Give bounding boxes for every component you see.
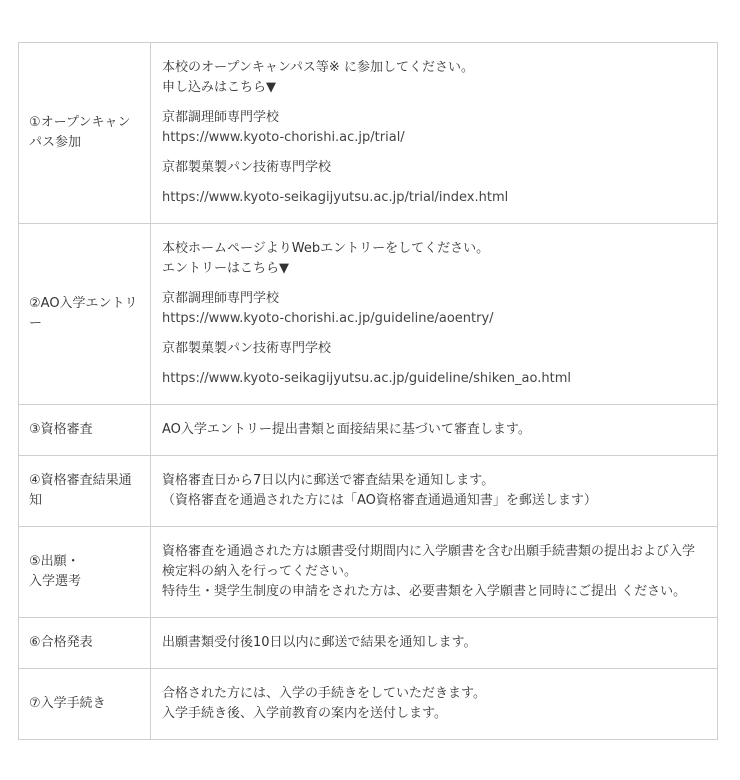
step-title: ③資格審査: [29, 422, 93, 437]
step-title: ②AO入学エントリー: [29, 296, 138, 331]
table-row: [19, 405, 718, 456]
school-link[interactable]: https://www.kyoto-seikagijyutsu.ac.jp/trial/index.html: [162, 190, 509, 205]
step-title: ⑤出願・: [29, 554, 80, 569]
step-detail-cell: [151, 669, 718, 740]
step-text: 申し込みはこちら▼: [162, 80, 276, 95]
table-row: [19, 456, 718, 527]
step-title-cell: [19, 618, 151, 669]
step-title-cell: [19, 456, 151, 527]
table-row: [19, 527, 718, 618]
step-text: AO入学エントリー提出書類と面接結果に基づいて審査します。: [162, 422, 531, 437]
step-title-cell: [19, 224, 151, 405]
school-link[interactable]: https://www.kyoto-chorishi.ac.jp/guideline/aoentry/: [162, 311, 494, 326]
admission-steps-table: [18, 42, 718, 740]
step-text: 合格された方には、入学の手続きをしていただきます。: [162, 686, 486, 701]
step-detail-cell: [151, 43, 718, 224]
school-name: 京都製菓製パン技術専門学校: [162, 341, 332, 356]
table-row: [19, 43, 718, 224]
step-detail-cell: [151, 405, 718, 456]
step-title: 入学選考: [29, 574, 82, 589]
school-link[interactable]: https://www.kyoto-seikagijyutsu.ac.jp/guideline/shiken_ao.html: [162, 371, 571, 386]
school-name: 京都調理師専門学校: [162, 110, 280, 125]
step-title-cell: [19, 405, 151, 456]
step-detail-cell: [151, 527, 718, 618]
step-title-cell: [19, 669, 151, 740]
table-row: [19, 618, 718, 669]
school-name: 京都調理師専門学校: [162, 291, 280, 306]
step-title: ①オープンキャンパス参加: [29, 115, 131, 150]
step-title: ④資格審査結果通知: [29, 473, 132, 508]
step-title: ⑥合格発表: [29, 635, 93, 650]
table-row: [19, 224, 718, 405]
step-text: エントリーはこちら▼: [162, 261, 289, 276]
step-detail-cell: [151, 618, 718, 669]
step-title-cell: [19, 43, 151, 224]
step-text: （資格審査を通過された方には「AO資格審査通過通知書」を郵送します）: [162, 493, 597, 508]
step-text: 資格審査を通過された方は願書受付期間内に入学願書を含む出願手続書類の提出および入学検定料の納入を行ってください。: [162, 544, 696, 579]
step-detail-cell: [151, 224, 718, 405]
step-title-cell: [19, 527, 151, 618]
step-detail-cell: [151, 456, 718, 527]
school-name: 京都製菓製パン技術専門学校: [162, 160, 332, 175]
admission-steps-section: [18, 42, 718, 740]
step-text: 出願書類受付後10日以内に郵送で結果を通知します。: [162, 635, 477, 650]
table-row: [19, 669, 718, 740]
step-text: 資格審査日から7日以内に郵送で審査結果を通知します。: [162, 473, 495, 488]
school-link[interactable]: https://www.kyoto-chorishi.ac.jp/trial/: [162, 130, 405, 145]
step-text: 特待生・奨学生制度の申請をされた方は、必要書類を入学願書と同時にご提出 ください。: [162, 584, 687, 599]
step-title: ⑦入学手続き: [29, 696, 106, 711]
step-text: 本校ホームページよりWebエントリーをしてください。: [162, 241, 490, 256]
step-text: 入学手続き後、入学前教育の案内を送付します。: [162, 706, 447, 721]
step-text: 本校のオープンキャンパス等※ に参加してください。: [162, 60, 474, 75]
